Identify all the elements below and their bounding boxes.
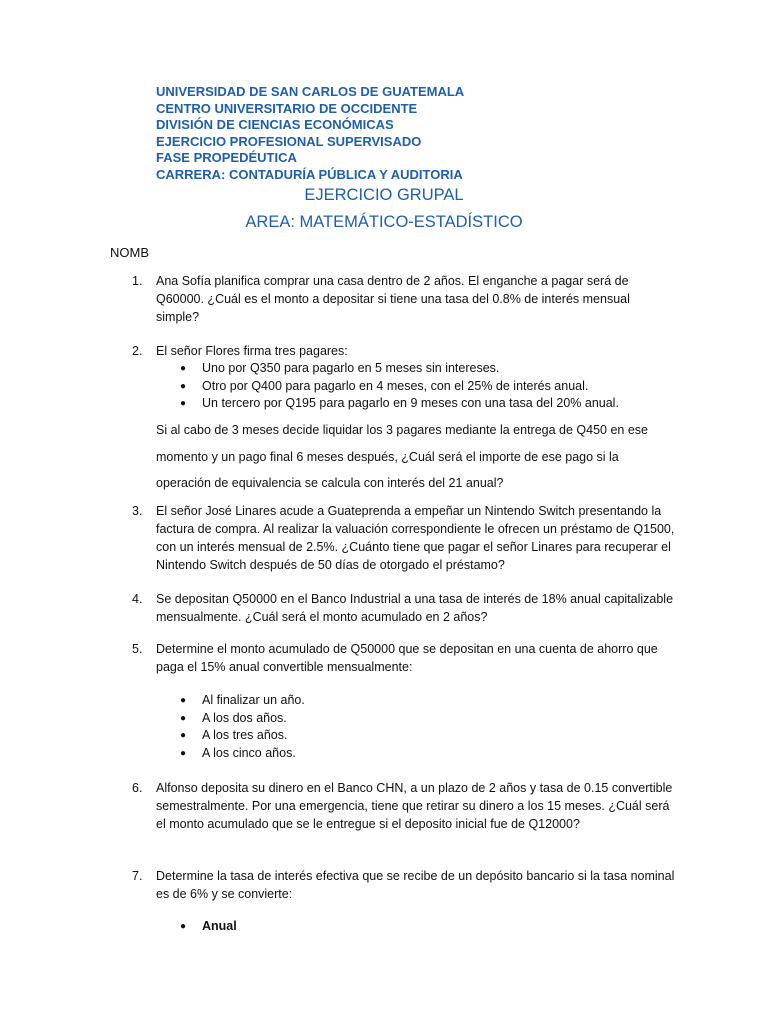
- document-subtitle: AREA: MATEMÁTICO-ESTADÍSTICO: [245, 213, 523, 231]
- bullet-icon: ●: [180, 921, 187, 932]
- list-item-text: Uno por Q350 para pagarlo en 5 meses sin intereses.: [202, 361, 500, 375]
- question-number: 6.: [132, 781, 143, 795]
- question-2-bullets: [0, 360, 768, 413]
- question-text: Determine el monto acumulado de Q50000 que se depositan en una cuenta de ahorro que paga el 15% anual convertible mensualmente:: [156, 642, 658, 674]
- name-label: NOMB: [110, 245, 149, 260]
- header-line-division: DIVISIÓN DE CIENCIAS ECONÓMICAS: [156, 117, 394, 132]
- list-item-text: Otro por Q400 para pagarlo en 4 meses, con el 25% de interés anual.: [202, 378, 589, 393]
- question-text: Ana Sofía planifica comprar una casa dentro de 2 años. El enganche a pagar será de Q60000. ¿Cuál es el monto a depositar si tiene una tasa del 0.8% de interés mensual simple?: [156, 274, 630, 324]
- list-item: [0, 378, 768, 396]
- list-item: [0, 360, 768, 378]
- question-number: 4.: [132, 592, 143, 606]
- list-item: [0, 727, 768, 745]
- question-2-paragraph: Si al cabo de 3 meses decide liquidar los 3 pagares mediante la entrega de Q450 en ese momento y un pago final 6 meses después, ¿Cuál será el importe de ese pago si la operación de equivalencia se calcula con interés del 21 anual?: [156, 423, 648, 490]
- header-line-career: CARRERA: CONTADURÍA PÚBLICA Y AUDITORIA: [156, 166, 463, 182]
- bullet-icon: ●: [180, 730, 187, 741]
- document-title: EJERCICIO GRUPAL: [304, 186, 464, 204]
- question-text: Determine la tasa de interés efectiva que se recibe de un depósito bancario si la tasa nominal es de 6% y se convierte:: [156, 869, 675, 901]
- question-5-bullets: [0, 692, 768, 762]
- bullet-icon: ●: [180, 398, 187, 409]
- question-7-bullets: [0, 918, 768, 936]
- header-line-university: UNIVERSIDAD DE SAN CARLOS DE GUATEMALA: [156, 84, 465, 99]
- bullet-icon: ●: [180, 712, 187, 724]
- list-item: [0, 918, 768, 936]
- list-item-text: A los dos años.: [202, 710, 287, 725]
- question-number: 5.: [132, 642, 143, 656]
- question-number: 3.: [132, 504, 143, 518]
- list-item-text: A los cinco años.: [202, 745, 296, 760]
- header-line-center: CENTRO UNIVERSITARIO DE OCCIDENTE: [156, 100, 418, 116]
- list-item: [0, 692, 768, 710]
- list-item: [0, 395, 768, 413]
- institution-header: [156, 84, 464, 183]
- header-line-phase: FASE PROPEDÉUTICA: [156, 150, 297, 165]
- bullet-icon: ●: [180, 747, 187, 759]
- list-item-text: Al finalizar un año.: [202, 693, 305, 707]
- list-item: [0, 745, 768, 763]
- question-number: 2.: [132, 344, 143, 358]
- header-line-exercise: EJERCICIO PROFESIONAL SUPERVISADO: [156, 133, 422, 149]
- question-number: 1.: [132, 274, 143, 288]
- question-number: 7.: [132, 869, 143, 883]
- list-item: [0, 710, 768, 728]
- list-item-text: Un tercero por Q195 para pagarlo en 9 meses con una tasa del 20% anual.: [202, 396, 619, 410]
- question-text: El señor Flores firma tres pagares:: [156, 344, 348, 358]
- question-text: Se depositan Q50000 en el Banco Industrial a una tasa de interés de 18% anual capitalizable mensualmente. ¿Cuál será el monto acumulado en 2 años?: [156, 592, 674, 624]
- bullet-icon: ●: [180, 695, 187, 706]
- question-text: El señor José Linares acude a Guateprenda a empeñar un Nintendo Switch presentando la factura de compra. Al realizar la valuación correspondiente le ofrecen un préstamo de Q1500, con un interés mensual de 2.5%. ¿Cuánto tiene que pagar el señor Linares para recuperar el Nintendo Switch después de 50 días de otorgado el préstamo?: [156, 504, 675, 572]
- bullet-icon: ●: [180, 363, 187, 374]
- list-item-text: A los tres años.: [202, 728, 288, 742]
- question-text: Alfonso deposita su dinero en el Banco CHN, a un plazo de 2 años y tasa de 0.15 convertible semestralmente. Por una emergencia, tiene que retirar su dinero a los 15 meses. ¿Cuál será el monto acumulado que se le entregue si el deposito inicial fue de Q12000?: [156, 781, 673, 831]
- bullet-icon: ●: [180, 380, 187, 392]
- list-item-text: Anual: [202, 919, 237, 933]
